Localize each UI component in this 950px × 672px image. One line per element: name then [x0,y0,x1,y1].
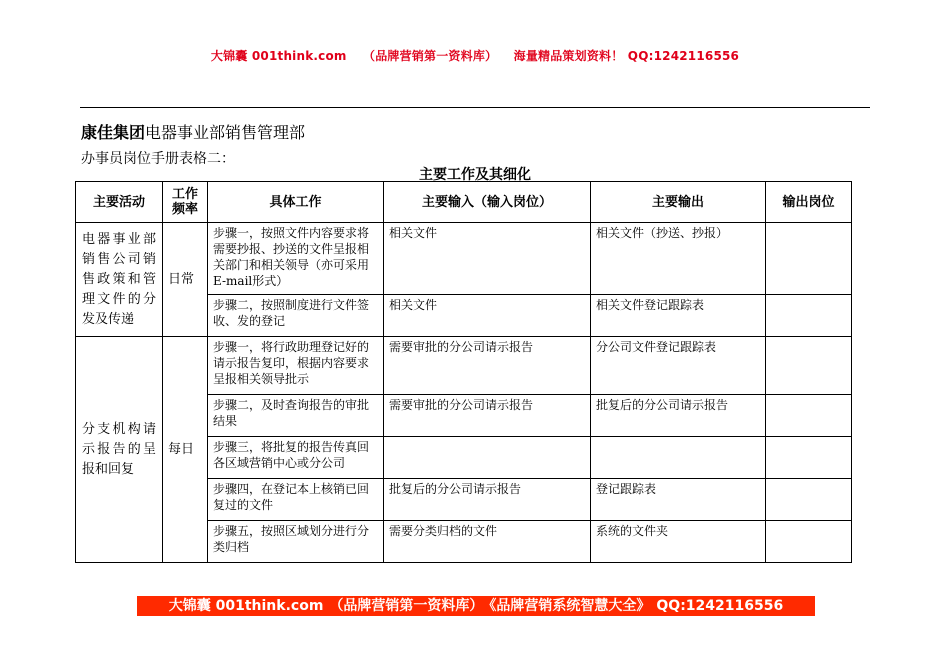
document-subtitle: 办事员岗位手册表格二： [81,151,235,167]
work-cell: 步骤四，在登记本上核销已回复过的文件 [208,479,384,521]
header-work: 具体工作 [208,182,384,223]
table-row [76,223,852,295]
post-cell [766,521,852,563]
table-title: 主要工作及其细化 [419,167,531,183]
input-cell: 需要审批的分公司请示报告 [384,337,591,395]
company-line [81,120,305,143]
work-cell: 步骤三，将批复的报告传真回各区域营销中心或分公司 [208,437,384,479]
frequency-cell: 日常 [163,223,208,337]
output-cell [591,437,766,479]
company-name: 康佳集团 [81,123,146,142]
header-activity: 主要活动 [76,182,163,223]
header-banner [0,47,950,64]
activity-cell: 电器事业部销售公司销售政策和管理文件的分发及传递 [76,223,163,337]
footer-qq: QQ:1242116556 [656,598,784,614]
table-row [76,337,852,395]
post-cell [766,223,852,295]
work-cell: 步骤五，按照区域划分进行分类归档 [208,521,384,563]
footer-banner [137,596,815,616]
header-brand: 大锦囊 001think.com [210,49,347,63]
input-cell: 相关文件 [384,223,591,295]
post-cell [766,295,852,337]
footer-tagline: （品牌营销第一资料库） [329,598,484,614]
input-cell: 相关文件 [384,295,591,337]
work-detail-table [75,181,852,563]
output-cell: 相关文件（抄送、抄报） [591,223,766,295]
post-cell [766,337,852,395]
frequency-cell: 每日 [163,337,208,563]
header-tagline: （品牌营销第一资料库） [363,49,498,63]
header-divider [80,107,870,108]
input-cell: 需要分类归档的文件 [384,521,591,563]
department-name: 电器事业部销售管理部 [145,123,306,142]
footer-brand: 大锦囊 001think.com [168,598,324,614]
header-frequency: 工作频率 [163,182,208,223]
activity-cell: 分支机构请示报告的呈报和回复 [76,337,163,563]
work-cell: 步骤一，将行政助理登记好的请示报告复印，根据内容要求呈报相关领导批示 [208,337,384,395]
header-output: 主要输出 [591,182,766,223]
input-cell: 需要审批的分公司请示报告 [384,395,591,437]
post-cell [766,437,852,479]
post-cell [766,479,852,521]
work-cell: 步骤二，及时查询报告的审批结果 [208,395,384,437]
work-cell: 步骤二，按照制度进行文件签收、发的登记 [208,295,384,337]
output-cell: 系统的文件夹 [591,521,766,563]
output-cell: 登记跟踪表 [591,479,766,521]
post-cell [766,395,852,437]
output-cell: 批复后的分公司请示报告 [591,395,766,437]
footer-book-title: 《品牌营销系统智慧大全》 [489,598,651,614]
header-input: 主要输入（输入岗位） [384,182,591,223]
header-slogan: 海量精品策划资料！ QQ:1242116556 [513,49,740,63]
input-cell: 批复后的分公司请示报告 [384,479,591,521]
table-header-row [76,182,852,223]
input-cell [384,437,591,479]
work-cell: 步骤一，按照文件内容要求将需要抄报、抄送的文件呈报相关部门和相关领导（亦可采用E-mail形式） [208,223,384,295]
output-cell: 相关文件登记跟踪表 [591,295,766,337]
output-cell: 分公司文件登记跟踪表 [591,337,766,395]
header-output-post: 输出岗位 [766,182,852,223]
